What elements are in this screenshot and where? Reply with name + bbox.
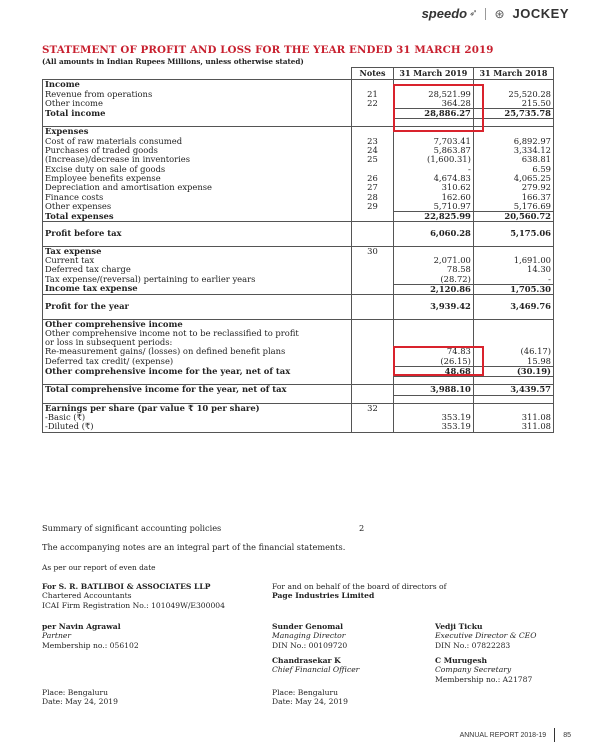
auditor-date: Date: May 24, 2019 bbox=[42, 697, 118, 707]
row-value-2019: 6,060.28 bbox=[393, 229, 473, 238]
row-value-2018: (46.17) bbox=[473, 347, 553, 356]
row-label: Total expenses bbox=[43, 212, 352, 222]
board-place: Place: Bengaluru bbox=[272, 688, 338, 697]
row-label: Other comprehensive income not to be reclassified to profit bbox=[43, 329, 352, 338]
row-label: -Basic (₹) bbox=[43, 413, 352, 422]
annual-report-label: ANNUAL REPORT 2018-19 bbox=[459, 731, 547, 739]
row-label: or loss in subsequent periods: bbox=[43, 338, 352, 347]
signatory-name: C Murugesh bbox=[435, 656, 488, 665]
table-row bbox=[43, 183, 554, 192]
table-row bbox=[43, 229, 554, 238]
summary-policies-note: 2 bbox=[359, 523, 365, 533]
row-value-2018 bbox=[473, 329, 553, 338]
row-label: Employee benefits expense bbox=[43, 174, 352, 183]
table-row bbox=[43, 403, 554, 413]
spacer-row bbox=[43, 395, 554, 403]
auditor-firm-registration: ICAI Firm Registration No.: 101049W/E300004 bbox=[42, 600, 225, 610]
row-label: Profit for the year bbox=[43, 302, 352, 311]
row-value-2019: 3,988.10 bbox=[393, 385, 473, 395]
signatory-din: DIN No.: 07822283 bbox=[435, 640, 511, 650]
row-value-2019: 22,825.99 bbox=[393, 212, 473, 222]
row-value-2019: 310.62 bbox=[393, 183, 473, 192]
board-date: Date: May 24, 2019 bbox=[272, 697, 348, 707]
row-note: 22 bbox=[352, 99, 394, 109]
row-note bbox=[352, 357, 394, 367]
board-company: Page Industries Limited bbox=[272, 591, 375, 601]
auditor-line2: Chartered Accountants bbox=[42, 591, 132, 601]
row-value-2019: 74.83 bbox=[393, 347, 473, 356]
board-line1: For and on behalf of the board of directors of bbox=[272, 582, 447, 591]
brand-logos bbox=[422, 6, 569, 21]
row-label: Profit before tax bbox=[43, 229, 352, 238]
row-note: 29 bbox=[352, 202, 394, 212]
row-note bbox=[352, 319, 394, 329]
signatory-name: Chandrasekar K bbox=[272, 656, 341, 665]
row-value-2019: 78.58 bbox=[393, 265, 473, 274]
row-note bbox=[352, 302, 394, 311]
row-value-2018: 5,175.06 bbox=[473, 229, 553, 238]
row-note bbox=[352, 256, 394, 265]
as-per-report: As per our report of even date bbox=[42, 563, 156, 572]
row-value-2019: 5,710.97 bbox=[393, 202, 473, 212]
row-value-2019: 2,071.00 bbox=[393, 256, 473, 265]
profit-highlight-box bbox=[393, 346, 484, 376]
summary-policies-label: Summary of significant accounting policies bbox=[42, 523, 222, 533]
label-header bbox=[43, 68, 352, 80]
auditor-role: Partner bbox=[42, 631, 71, 641]
row-value-2019: (26.15) bbox=[393, 357, 473, 367]
auditor-firm: For S. R. BATLIBOI & ASSOCIATES LLP bbox=[42, 582, 211, 591]
row-value-2018: 14.30 bbox=[473, 265, 553, 274]
row-note: 27 bbox=[352, 183, 394, 192]
row-note bbox=[352, 422, 394, 432]
auditor-block bbox=[42, 582, 225, 610]
row-value-2018: 15.98 bbox=[473, 357, 553, 367]
row-value-2019: 162.60 bbox=[393, 193, 473, 202]
row-value-2019: 4,674.83 bbox=[393, 174, 473, 183]
table-row bbox=[43, 413, 554, 422]
row-value-2019: 48.68 bbox=[393, 367, 473, 377]
row-note: 24 bbox=[352, 146, 394, 155]
row-value-2018: 3,334.12 bbox=[473, 146, 553, 155]
row-label: Deferred tax credit/ (expense) bbox=[43, 357, 352, 367]
row-label: Earnings per share (par value ₹ 10 per share) bbox=[43, 403, 352, 413]
signatory-role: Company Secretary bbox=[435, 665, 512, 675]
row-note: 28 bbox=[352, 193, 394, 202]
table-row bbox=[43, 302, 554, 311]
row-label: Tax expense bbox=[43, 246, 352, 256]
signatory-membership: Membership no.: A21787 bbox=[435, 674, 533, 684]
row-note: 26 bbox=[352, 174, 394, 183]
row-label: -Diluted (₹) bbox=[43, 422, 352, 432]
table-row bbox=[43, 422, 554, 432]
row-value-2018: 25,735.78 bbox=[473, 109, 553, 119]
row-label: Other comprehensive income for the year, net of tax bbox=[43, 367, 352, 377]
row-value-2019: 353.19 bbox=[393, 422, 473, 432]
row-value-2018: 638.81 bbox=[473, 155, 553, 164]
row-value-2018: 166.37 bbox=[473, 193, 553, 202]
row-value-2019: (28.72) bbox=[393, 275, 473, 285]
row-label: Re-measurement gains/ (losses) on defined benefit plans bbox=[43, 347, 352, 356]
logo-divider bbox=[485, 8, 486, 20]
board-block bbox=[272, 582, 446, 601]
row-value-2019 bbox=[393, 329, 473, 338]
row-note bbox=[352, 385, 394, 395]
row-value-2018: 5,176.69 bbox=[473, 202, 553, 212]
row-value-2018: 6.59 bbox=[473, 165, 553, 174]
row-value-2018: 3,469.76 bbox=[473, 302, 553, 311]
row-value-2018: 215.50 bbox=[473, 99, 553, 109]
spacer-row bbox=[43, 312, 554, 320]
row-value-2019: 5,863.87 bbox=[393, 146, 473, 155]
row-note bbox=[352, 329, 394, 338]
row-label: Finance costs bbox=[43, 193, 352, 202]
row-value-2018: 1,691.00 bbox=[473, 256, 553, 265]
signatory-role: Executive Director & CEO bbox=[435, 631, 537, 641]
signatory-2 bbox=[435, 622, 536, 650]
row-label: Revenue from operations bbox=[43, 90, 352, 99]
row-label: Expenses bbox=[43, 127, 352, 137]
speedo-swoosh-icon: ➶ bbox=[469, 8, 478, 19]
auditor-place-date bbox=[42, 688, 118, 707]
table-row bbox=[43, 284, 554, 294]
auditor-membership: Membership no.: 056102 bbox=[42, 640, 139, 650]
jockey-mark-icon: ⊛ bbox=[494, 6, 505, 21]
row-label: Depreciation and amortisation expense bbox=[43, 183, 352, 192]
row-value-2019: 28,521.99 bbox=[393, 90, 473, 99]
row-value-2018: (30.19) bbox=[473, 367, 553, 377]
signatory-4 bbox=[435, 656, 532, 684]
row-note: 30 bbox=[352, 246, 394, 256]
spacer-row bbox=[43, 239, 554, 247]
row-value-2019: - bbox=[393, 165, 473, 174]
row-value-2019: 364.28 bbox=[393, 99, 473, 109]
signatory-din: DIN No.: 00109720 bbox=[272, 640, 348, 650]
row-note bbox=[352, 109, 394, 119]
row-value-2019: 7,703.41 bbox=[393, 137, 473, 146]
row-value-2018: 311.08 bbox=[473, 413, 553, 422]
row-note bbox=[352, 367, 394, 377]
row-value-2019: 2,120.86 bbox=[393, 284, 473, 294]
row-note bbox=[352, 347, 394, 356]
row-value-2019 bbox=[393, 319, 473, 329]
year-2018-header: 31 March 2018 bbox=[473, 68, 553, 80]
row-value-2018: 3,439.57 bbox=[473, 385, 553, 395]
signatory-role: Chief Financial Officer bbox=[272, 665, 360, 675]
row-label: Current tax bbox=[43, 256, 352, 265]
row-note bbox=[352, 212, 394, 222]
table-row bbox=[43, 385, 554, 395]
page-footer bbox=[460, 728, 571, 742]
year-2019-header: 31 March 2019 bbox=[393, 68, 473, 80]
row-note bbox=[352, 265, 394, 274]
speedo-logo: speedo bbox=[421, 6, 468, 21]
row-note bbox=[352, 275, 394, 285]
signatory-role: Managing Director bbox=[272, 631, 346, 641]
row-note: 32 bbox=[352, 403, 394, 413]
row-label: Other expenses bbox=[43, 202, 352, 212]
row-note: 21 bbox=[352, 90, 394, 99]
row-label: Deferred tax charge bbox=[43, 265, 352, 274]
income-highlight-box bbox=[393, 84, 484, 132]
row-value-2018: 25,520.28 bbox=[473, 90, 553, 99]
row-value-2018: - bbox=[473, 275, 553, 285]
row-label: Other comprehensive income bbox=[43, 319, 352, 329]
row-note bbox=[352, 338, 394, 347]
row-label: Other income bbox=[43, 99, 352, 109]
row-label: Income tax expense bbox=[43, 284, 352, 294]
row-label: Total income bbox=[43, 109, 352, 119]
auditor-place: Place: Bengaluru bbox=[42, 688, 108, 697]
row-note bbox=[352, 413, 394, 422]
row-label: Income bbox=[43, 80, 352, 90]
row-value-2019: 3,939.42 bbox=[393, 302, 473, 311]
signatory-3 bbox=[272, 656, 359, 675]
row-value-2019: 353.19 bbox=[393, 413, 473, 422]
board-place-date bbox=[272, 688, 348, 707]
row-label: (Increase)/decrease in inventories bbox=[43, 155, 352, 164]
row-value-2019: (1,600.31) bbox=[393, 155, 473, 164]
table-row bbox=[43, 212, 554, 222]
row-value-2018: 20,560.72 bbox=[473, 212, 553, 222]
row-value-2018: 1,705.30 bbox=[473, 284, 553, 294]
footer-divider bbox=[554, 728, 555, 742]
statement-title: STATEMENT OF PROFIT AND LOSS FOR THE YEAR ENDED 31 MARCH 2019 bbox=[42, 44, 494, 56]
table-row bbox=[43, 193, 554, 202]
row-label: Purchases of traded goods bbox=[43, 146, 352, 155]
auditor-signatory bbox=[42, 622, 139, 650]
row-label: Total comprehensive income for the year, net of tax bbox=[43, 385, 352, 395]
statement-subtitle: (All amounts in Indian Rupees Millions, unless otherwise stated) bbox=[42, 57, 304, 66]
auditor-per: per Navin Agrawal bbox=[42, 622, 121, 631]
accompanying-notes-text: The accompanying notes are an integral part of the financial statements. bbox=[42, 542, 346, 552]
notes-header: Notes bbox=[352, 68, 394, 80]
signatory-1 bbox=[272, 622, 347, 650]
row-value-2018: 279.92 bbox=[473, 183, 553, 192]
signatory-name: Sunder Genomal bbox=[272, 622, 344, 631]
row-value-2019: 28,886.27 bbox=[393, 109, 473, 119]
row-note bbox=[352, 284, 394, 294]
table-row bbox=[43, 246, 554, 256]
signatory-name: Vedji Ticku bbox=[435, 622, 483, 631]
row-note: 25 bbox=[352, 155, 394, 164]
table-header-row bbox=[43, 68, 554, 80]
row-value-2018: 6,892.97 bbox=[473, 137, 553, 146]
row-value-2018: 311.08 bbox=[473, 422, 553, 432]
row-value-2018 bbox=[473, 319, 553, 329]
row-label: Excise duty on sale of goods bbox=[43, 165, 352, 174]
jockey-logo: JOCKEY bbox=[512, 6, 569, 21]
row-note: 23 bbox=[352, 137, 394, 146]
row-label: Cost of raw materials consumed bbox=[43, 137, 352, 146]
row-label: Tax expense/(reversal) pertaining to earlier years bbox=[43, 275, 352, 285]
page-number: 85 bbox=[563, 731, 571, 739]
row-note bbox=[352, 229, 394, 238]
row-value-2018: 4,065.25 bbox=[473, 174, 553, 183]
table-row bbox=[43, 202, 554, 212]
